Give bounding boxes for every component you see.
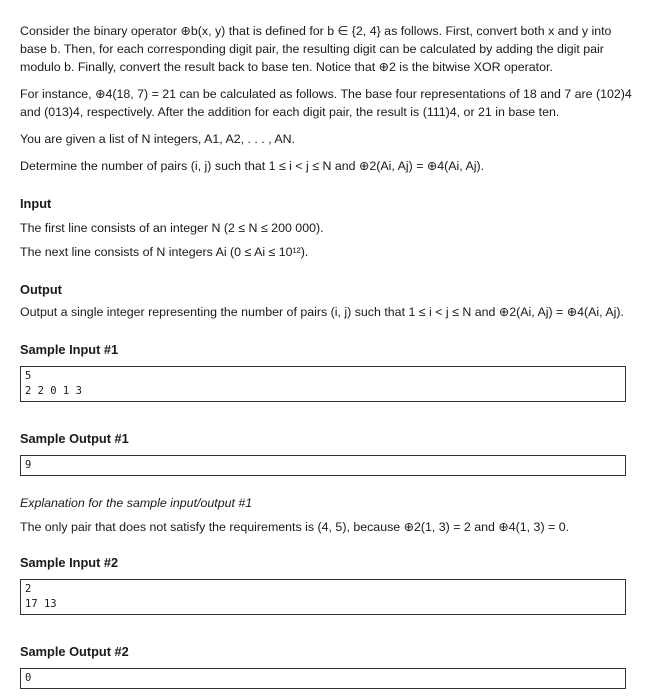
sample-output-2-box: [20, 668, 626, 689]
output-heading: Output: [20, 282, 62, 297]
sample-input-1-line: 2 2 0 1 3: [25, 385, 82, 397]
input-heading: Input: [20, 196, 52, 211]
statement-paragraph-4: Determine the number of pairs (i, j) such that 1 ≤ i < j ≤ N and ⊕2(Ai, Aj) = ⊕4(Ai, Aj).: [20, 159, 485, 173]
statement-paragraph-3: You are given a list of N integers, A1, A2, . . . , AN.: [20, 132, 296, 146]
statement-paragraph-2: For instance, ⊕4(18, 7) = 21 can be calculated as follows. The base four representations of 18 and 7 are (102)4 and (013)4, respectively. After the addition for each digit pair, the result is (111)4, or 21 in base ten.: [20, 87, 632, 119]
sample-output-1-line: 9: [25, 459, 32, 471]
sample-output-1-heading: Sample Output #1: [20, 431, 129, 446]
explanation-heading: Explanation for the sample input/output #1: [20, 496, 253, 510]
explanation-text: The only pair that does not satisfy the requirements is (4, 5), because ⊕2(1, 3) = 2 and ⊕4(1, 3) = 0.: [20, 520, 570, 534]
sample-input-2-line: 2: [25, 583, 32, 595]
output-description: Output a single integer representing the number of pairs (i, j) such that 1 ≤ i < j ≤ N and ⊕2(Ai, Aj) = ⊕4(Ai, Aj).: [20, 305, 624, 319]
sample-input-1-box: [20, 366, 626, 402]
problem-page: [20, 22, 632, 689]
sample-output-1-box: [20, 455, 626, 476]
sample-output-2-line: 0: [25, 672, 32, 684]
sample-input-1-heading: Sample Input #1: [20, 342, 119, 357]
input-line-1: The first line consists of an integer N (2 ≤ N ≤ 200 000).: [20, 221, 324, 235]
sample-input-1-line: 5: [25, 370, 32, 382]
sample-input-2-heading: Sample Input #2: [20, 555, 119, 570]
sample-input-2-line: 17 13: [25, 598, 57, 610]
statement-paragraph-1: Consider the binary operator ⊕b(x, y) that is defined for b ∈ {2, 4} as follows. First, convert both x and y into base b. Then, for each corresponding digit pair, the resulting digit can be calculated by adding the digit pair modulo b. Finally, convert the result back to base ten. Notice that ⊕2 is the bitwise XOR operator.: [20, 24, 612, 74]
sample-output-2-heading: Sample Output #2: [20, 644, 129, 659]
sample-input-2-box: [20, 579, 626, 615]
input-line-2: The next line consists of N integers Ai (0 ≤ Ai ≤ 10¹²).: [20, 245, 309, 259]
